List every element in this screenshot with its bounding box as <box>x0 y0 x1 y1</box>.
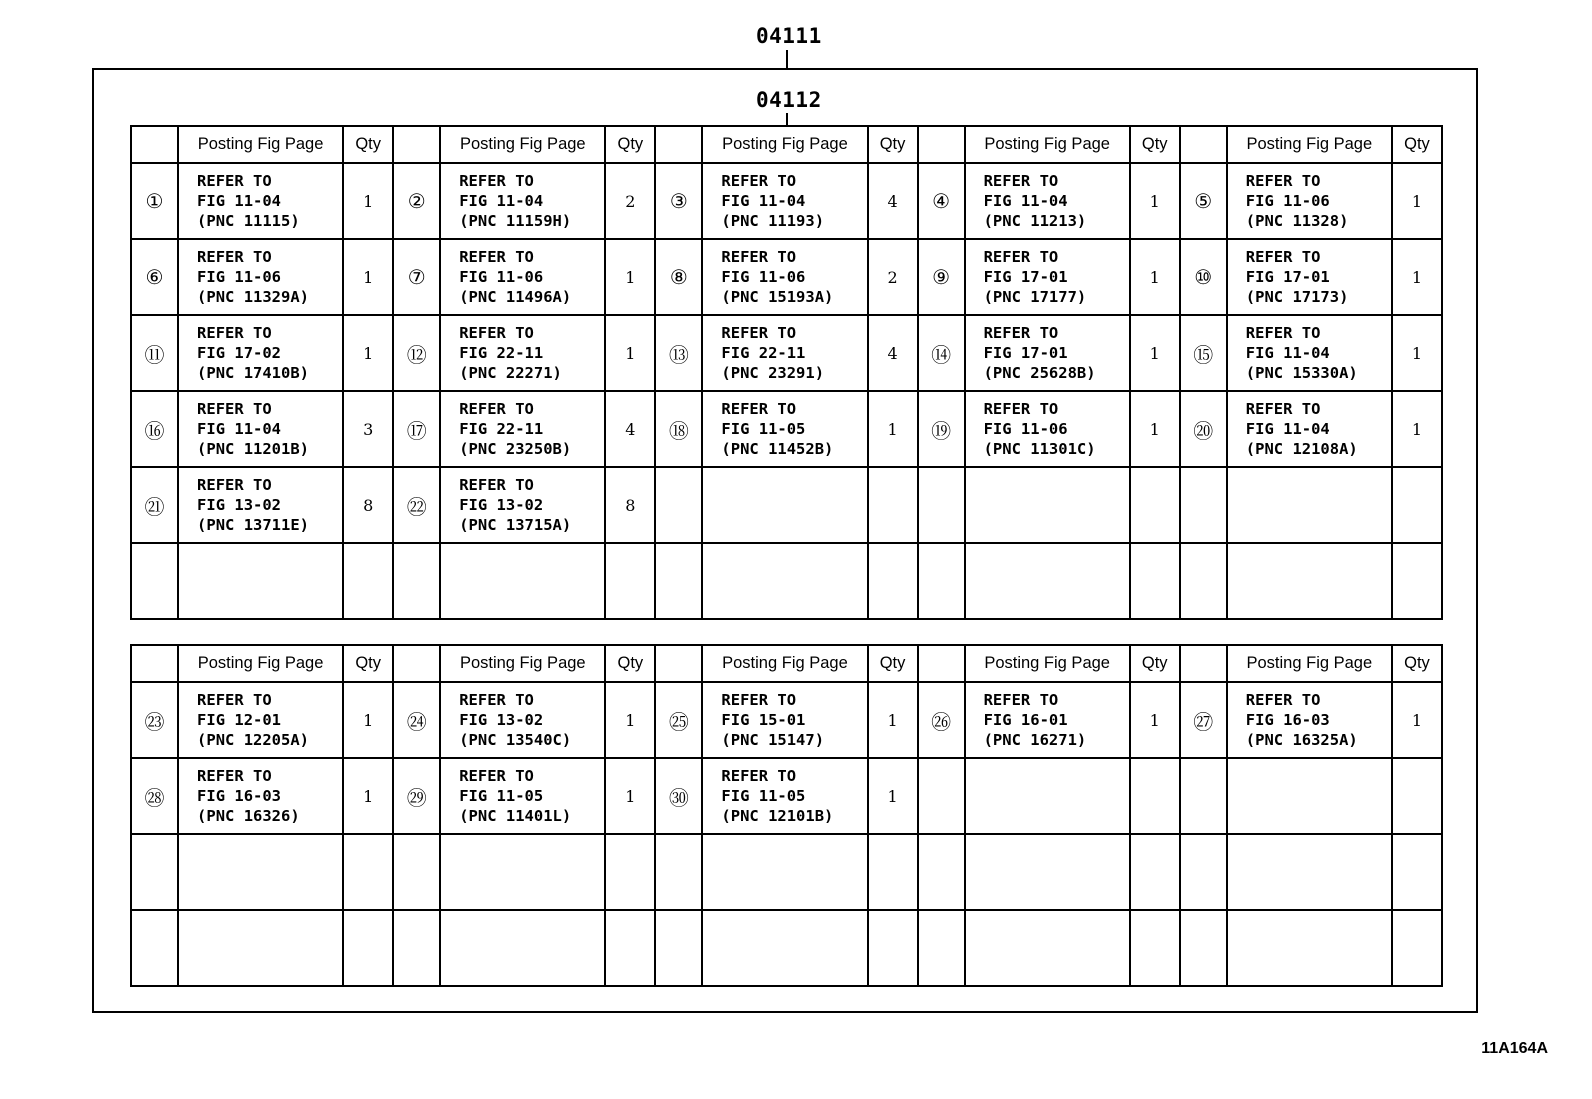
pnc-text: (PNC 11452B) <box>721 440 834 458</box>
quantity <box>868 467 918 543</box>
refer-to-text: REFER TO <box>721 324 797 342</box>
quantity: 1 <box>605 239 655 315</box>
quantity: 4 <box>605 391 655 467</box>
table-row <box>131 910 1442 986</box>
pnc-text: (PNC 16325A) <box>1245 731 1358 749</box>
posting-reference <box>1227 834 1392 910</box>
callout-number <box>655 543 702 619</box>
callout-number: ㉓ <box>131 682 178 758</box>
fig-page-text: FIG 22-11 <box>721 344 806 362</box>
posting-reference <box>440 834 605 910</box>
refer-to-text: REFER TO <box>983 324 1059 342</box>
refer-to-text: REFER TO <box>983 691 1059 709</box>
callout-number: ⑭ <box>918 315 965 391</box>
posting-reference <box>178 239 343 315</box>
refer-to-text: REFER TO <box>1245 691 1321 709</box>
posting-reference <box>965 163 1130 239</box>
callout-number: ⑪ <box>131 315 178 391</box>
table-row <box>131 315 1442 391</box>
header-posting-fig-page: Posting Fig Page <box>965 126 1130 163</box>
header-posting-fig-page: Posting Fig Page <box>965 645 1130 682</box>
pnc-text: (PNC 16271) <box>983 731 1087 749</box>
posting-reference <box>702 910 867 986</box>
refer-to-text: REFER TO <box>459 400 534 418</box>
callout-number <box>1180 910 1227 986</box>
header-qty: Qty <box>343 645 393 682</box>
posting-reference <box>965 543 1130 619</box>
fig-page-text: FIG 11-04 <box>1245 344 1330 362</box>
callout-number <box>655 834 702 910</box>
callout-number <box>1180 467 1227 543</box>
parts-table-1 <box>130 125 1443 620</box>
posting-reference <box>440 239 605 315</box>
quantity: 2 <box>868 239 918 315</box>
quantity <box>1392 467 1442 543</box>
refer-to-text: REFER TO <box>1245 400 1321 418</box>
pnc-text: (PNC 11301C) <box>983 440 1096 458</box>
callout-number <box>918 758 965 834</box>
header-qty: Qty <box>1130 645 1180 682</box>
pnc-text: (PNC 11401L) <box>459 807 572 825</box>
leader-line-outer <box>786 50 788 68</box>
quantity: 1 <box>605 758 655 834</box>
callout-number: ⑲ <box>918 391 965 467</box>
posting-reference <box>440 910 605 986</box>
callout-number: ① <box>131 163 178 239</box>
callout-number <box>918 467 965 543</box>
pnc-text: (PNC 17173) <box>1245 288 1349 306</box>
fig-page-text: FIG 17-01 <box>1245 268 1330 286</box>
posting-reference <box>965 834 1130 910</box>
callout-number: ④ <box>918 163 965 239</box>
quantity: 3 <box>343 391 393 467</box>
fig-page-text: FIG 13-02 <box>197 496 282 514</box>
pnc-text: (PNC 12101B) <box>721 807 834 825</box>
quantity: 1 <box>343 682 393 758</box>
fig-page-text: FIG 22-11 <box>459 420 544 438</box>
fig-page-text: FIG 11-05 <box>459 787 544 805</box>
posting-reference <box>702 315 867 391</box>
fig-page-text: FIG 13-02 <box>459 496 544 514</box>
posting-reference <box>1227 910 1392 986</box>
header-index-cell <box>131 645 178 682</box>
quantity <box>605 910 655 986</box>
callout-number: ㉑ <box>131 467 178 543</box>
header-qty: Qty <box>605 126 655 163</box>
quantity: 1 <box>1130 239 1180 315</box>
refer-to-text: REFER TO <box>983 248 1059 266</box>
fig-page-text: FIG 17-02 <box>197 344 282 362</box>
quantity <box>1130 910 1180 986</box>
refer-to-text: REFER TO <box>721 248 797 266</box>
posting-reference <box>1227 239 1392 315</box>
pnc-text: (PNC 11115) <box>197 212 300 230</box>
table-row <box>131 758 1442 834</box>
quantity: 1 <box>868 682 918 758</box>
quantity: 1 <box>1392 315 1442 391</box>
assembly-label-inner: 04112 <box>756 88 822 112</box>
quantity: 1 <box>868 758 918 834</box>
posting-reference <box>178 391 343 467</box>
posting-reference <box>440 315 605 391</box>
pnc-text: (PNC 11159H) <box>459 212 572 230</box>
pnc-text: (PNC 15147) <box>721 731 825 749</box>
quantity: 1 <box>605 315 655 391</box>
posting-reference <box>965 239 1130 315</box>
posting-reference <box>178 682 343 758</box>
fig-page-text: FIG 11-06 <box>721 268 806 286</box>
callout-number <box>131 543 178 619</box>
posting-reference <box>965 467 1130 543</box>
quantity <box>868 543 918 619</box>
table-row <box>131 163 1442 239</box>
quantity: 1 <box>1130 315 1180 391</box>
fig-page-text: FIG 11-06 <box>983 420 1068 438</box>
posting-reference <box>1227 543 1392 619</box>
quantity <box>1130 834 1180 910</box>
callout-number: ㉙ <box>393 758 440 834</box>
refer-to-text: REFER TO <box>197 400 272 418</box>
fig-page-text: FIG 16-01 <box>983 711 1068 729</box>
callout-number <box>918 834 965 910</box>
callout-number: ㉗ <box>1180 682 1227 758</box>
callout-number <box>918 543 965 619</box>
header-posting-fig-page: Posting Fig Page <box>1227 126 1392 163</box>
quantity: 8 <box>605 467 655 543</box>
callout-number: ㉖ <box>918 682 965 758</box>
callout-number <box>1180 543 1227 619</box>
posting-reference <box>178 163 343 239</box>
callout-number: ③ <box>655 163 702 239</box>
refer-to-text: REFER TO <box>721 172 797 190</box>
quantity <box>1392 758 1442 834</box>
callout-number: ⑥ <box>131 239 178 315</box>
posting-reference <box>1227 682 1392 758</box>
posting-reference <box>440 543 605 619</box>
posting-reference <box>178 910 343 986</box>
fig-page-text: FIG 11-04 <box>983 192 1068 210</box>
callout-number: ㉘ <box>131 758 178 834</box>
posting-reference <box>1227 467 1392 543</box>
posting-reference <box>702 758 867 834</box>
callout-number: ⑧ <box>655 239 702 315</box>
callout-number <box>393 543 440 619</box>
parts-table-2 <box>130 644 1443 987</box>
callout-number <box>655 910 702 986</box>
header-index-cell <box>655 645 702 682</box>
fig-page-text: FIG 17-01 <box>983 268 1068 286</box>
posting-reference <box>1227 315 1392 391</box>
quantity: 1 <box>1392 682 1442 758</box>
callout-number <box>131 834 178 910</box>
callout-number: ⑳ <box>1180 391 1227 467</box>
fig-page-text: FIG 12-01 <box>197 711 282 729</box>
header-qty: Qty <box>868 126 918 163</box>
callout-number: ② <box>393 163 440 239</box>
fig-page-text: FIG 11-05 <box>721 787 806 805</box>
posting-reference <box>440 467 605 543</box>
pnc-text: (PNC 11496A) <box>459 288 572 306</box>
fig-page-text: FIG 11-06 <box>197 268 282 286</box>
pnc-text: (PNC 17410B) <box>197 364 310 382</box>
quantity <box>343 910 393 986</box>
pnc-text: (PNC 11201B) <box>197 440 310 458</box>
quantity: 1 <box>1392 391 1442 467</box>
posting-reference <box>965 910 1130 986</box>
posting-reference <box>965 391 1130 467</box>
pnc-text: (PNC 15330A) <box>1245 364 1358 382</box>
callout-number <box>131 910 178 986</box>
callout-number <box>918 910 965 986</box>
quantity <box>1392 834 1442 910</box>
callout-number: ⑮ <box>1180 315 1227 391</box>
table-row <box>131 391 1442 467</box>
posting-reference <box>1227 758 1392 834</box>
posting-reference <box>702 682 867 758</box>
pnc-text: (PNC 12108A) <box>1245 440 1358 458</box>
header-index-cell <box>918 645 965 682</box>
fig-page-text: FIG 17-01 <box>983 344 1068 362</box>
header-posting-fig-page: Posting Fig Page <box>1227 645 1392 682</box>
quantity: 1 <box>1130 391 1180 467</box>
fig-page-text: FIG 11-04 <box>459 192 544 210</box>
fig-page-text: FIG 16-03 <box>1245 711 1330 729</box>
refer-to-text: REFER TO <box>721 767 797 785</box>
pnc-text: (PNC 13711E) <box>197 516 310 534</box>
posting-reference <box>440 163 605 239</box>
header-index-cell <box>393 645 440 682</box>
pnc-text: (PNC 13715A) <box>459 516 572 534</box>
quantity <box>605 834 655 910</box>
header-index-cell <box>655 126 702 163</box>
pnc-text: (PNC 17177) <box>983 288 1087 306</box>
fig-page-text: FIG 13-02 <box>459 711 544 729</box>
refer-to-text: REFER TO <box>197 248 272 266</box>
fig-page-text: FIG 11-06 <box>1245 192 1330 210</box>
quantity <box>343 543 393 619</box>
callout-number: ⑱ <box>655 391 702 467</box>
pnc-text: (PNC 13540C) <box>459 731 572 749</box>
quantity: 1 <box>1130 163 1180 239</box>
pnc-text: (PNC 22271) <box>459 364 562 382</box>
refer-to-text: REFER TO <box>983 172 1059 190</box>
posting-reference <box>440 391 605 467</box>
callout-number: ⑬ <box>655 315 702 391</box>
posting-reference <box>702 391 867 467</box>
posting-reference <box>1227 391 1392 467</box>
callout-number <box>1180 834 1227 910</box>
quantity: 8 <box>343 467 393 543</box>
pnc-text: (PNC 23291) <box>721 364 825 382</box>
callout-number: ㉚ <box>655 758 702 834</box>
header-qty: Qty <box>1392 645 1442 682</box>
callout-number: ⑫ <box>393 315 440 391</box>
refer-to-text: REFER TO <box>721 400 797 418</box>
assembly-label-outer: 04111 <box>756 24 822 48</box>
header-posting-fig-page: Posting Fig Page <box>178 126 343 163</box>
refer-to-text: REFER TO <box>459 476 534 494</box>
refer-to-text: REFER TO <box>459 324 534 342</box>
header-index-cell <box>918 126 965 163</box>
posting-reference <box>440 682 605 758</box>
posting-reference <box>702 467 867 543</box>
refer-to-text: REFER TO <box>197 324 272 342</box>
quantity: 1 <box>1392 163 1442 239</box>
quantity <box>1130 543 1180 619</box>
posting-reference <box>178 543 343 619</box>
posting-reference <box>440 758 605 834</box>
posting-reference <box>965 758 1130 834</box>
table-row <box>131 543 1442 619</box>
header-posting-fig-page: Posting Fig Page <box>178 645 343 682</box>
pnc-text: (PNC 11213) <box>983 212 1087 230</box>
posting-reference <box>1227 163 1392 239</box>
posting-reference <box>702 163 867 239</box>
quantity <box>1392 910 1442 986</box>
refer-to-text: REFER TO <box>459 767 534 785</box>
fig-page-text: FIG 15-01 <box>721 711 806 729</box>
header-posting-fig-page: Posting Fig Page <box>702 126 867 163</box>
fig-page-text: FIG 11-04 <box>721 192 806 210</box>
callout-number <box>393 910 440 986</box>
callout-number: ⑯ <box>131 391 178 467</box>
posting-reference <box>178 467 343 543</box>
refer-to-text: REFER TO <box>1245 324 1321 342</box>
quantity: 1 <box>1130 682 1180 758</box>
header-index-cell <box>1180 645 1227 682</box>
header-qty: Qty <box>605 645 655 682</box>
fig-page-text: FIG 11-04 <box>197 192 282 210</box>
refer-to-text: REFER TO <box>1245 248 1321 266</box>
callout-number: ⑦ <box>393 239 440 315</box>
refer-to-text: REFER TO <box>1245 172 1321 190</box>
header-qty: Qty <box>343 126 393 163</box>
quantity: 1 <box>605 682 655 758</box>
table-row <box>131 834 1442 910</box>
refer-to-text: REFER TO <box>197 767 272 785</box>
refer-to-text: REFER TO <box>197 691 272 709</box>
callout-number: ⑤ <box>1180 163 1227 239</box>
refer-to-text: REFER TO <box>459 691 534 709</box>
pnc-text: (PNC 11329A) <box>197 288 310 306</box>
pnc-text: (PNC 12205A) <box>197 731 310 749</box>
header-index-cell <box>1180 126 1227 163</box>
table-row <box>131 682 1442 758</box>
header-qty: Qty <box>1392 126 1442 163</box>
fig-page-text: FIG 11-06 <box>459 268 544 286</box>
refer-to-text: REFER TO <box>459 248 534 266</box>
fig-page-text: FIG 16-03 <box>197 787 282 805</box>
fig-page-text: FIG 22-11 <box>459 344 544 362</box>
refer-to-text: REFER TO <box>197 172 272 190</box>
quantity <box>1130 758 1180 834</box>
refer-to-text: REFER TO <box>459 172 534 190</box>
header-posting-fig-page: Posting Fig Page <box>440 126 605 163</box>
pnc-text: (PNC 11328) <box>1245 212 1349 230</box>
quantity <box>1392 543 1442 619</box>
callout-number: ⑩ <box>1180 239 1227 315</box>
refer-to-text: REFER TO <box>197 476 272 494</box>
quantity <box>868 834 918 910</box>
quantity: 1 <box>1392 239 1442 315</box>
callout-number: ⑨ <box>918 239 965 315</box>
quantity <box>343 834 393 910</box>
posting-reference <box>702 239 867 315</box>
quantity: 1 <box>343 163 393 239</box>
pnc-text: (PNC 23250B) <box>459 440 572 458</box>
posting-reference <box>702 834 867 910</box>
quantity <box>1130 467 1180 543</box>
callout-number: ㉒ <box>393 467 440 543</box>
quantity: 4 <box>868 315 918 391</box>
posting-reference <box>965 315 1130 391</box>
table-row <box>131 467 1442 543</box>
header-posting-fig-page: Posting Fig Page <box>702 645 867 682</box>
posting-reference <box>178 758 343 834</box>
callout-number: ㉔ <box>393 682 440 758</box>
quantity <box>868 910 918 986</box>
callout-number <box>1180 758 1227 834</box>
fig-page-text: FIG 11-05 <box>721 420 806 438</box>
posting-reference <box>702 543 867 619</box>
header-qty: Qty <box>868 645 918 682</box>
quantity: 1 <box>343 239 393 315</box>
pnc-text: (PNC 15193A) <box>721 288 834 306</box>
callout-number <box>655 467 702 543</box>
quantity: 1 <box>343 315 393 391</box>
fig-page-text: FIG 11-04 <box>197 420 282 438</box>
header-posting-fig-page: Posting Fig Page <box>440 645 605 682</box>
refer-to-text: REFER TO <box>721 691 797 709</box>
header-index-cell <box>131 126 178 163</box>
pnc-text: (PNC 25628B) <box>983 364 1096 382</box>
quantity <box>605 543 655 619</box>
quantity: 1 <box>868 391 918 467</box>
posting-reference <box>178 315 343 391</box>
callout-number <box>393 834 440 910</box>
posting-reference <box>965 682 1130 758</box>
callout-number: ⑰ <box>393 391 440 467</box>
header-qty: Qty <box>1130 126 1180 163</box>
quantity: 1 <box>343 758 393 834</box>
refer-to-text: REFER TO <box>983 400 1059 418</box>
header-index-cell <box>393 126 440 163</box>
callout-number: ㉕ <box>655 682 702 758</box>
pnc-text: (PNC 11193) <box>721 212 825 230</box>
quantity: 4 <box>868 163 918 239</box>
fig-page-text: FIG 11-04 <box>1245 420 1330 438</box>
table-row <box>131 239 1442 315</box>
quantity: 2 <box>605 163 655 239</box>
posting-reference <box>178 834 343 910</box>
pnc-text: (PNC 16326) <box>197 807 300 825</box>
figure-id: 11A164A <box>1481 1040 1548 1057</box>
